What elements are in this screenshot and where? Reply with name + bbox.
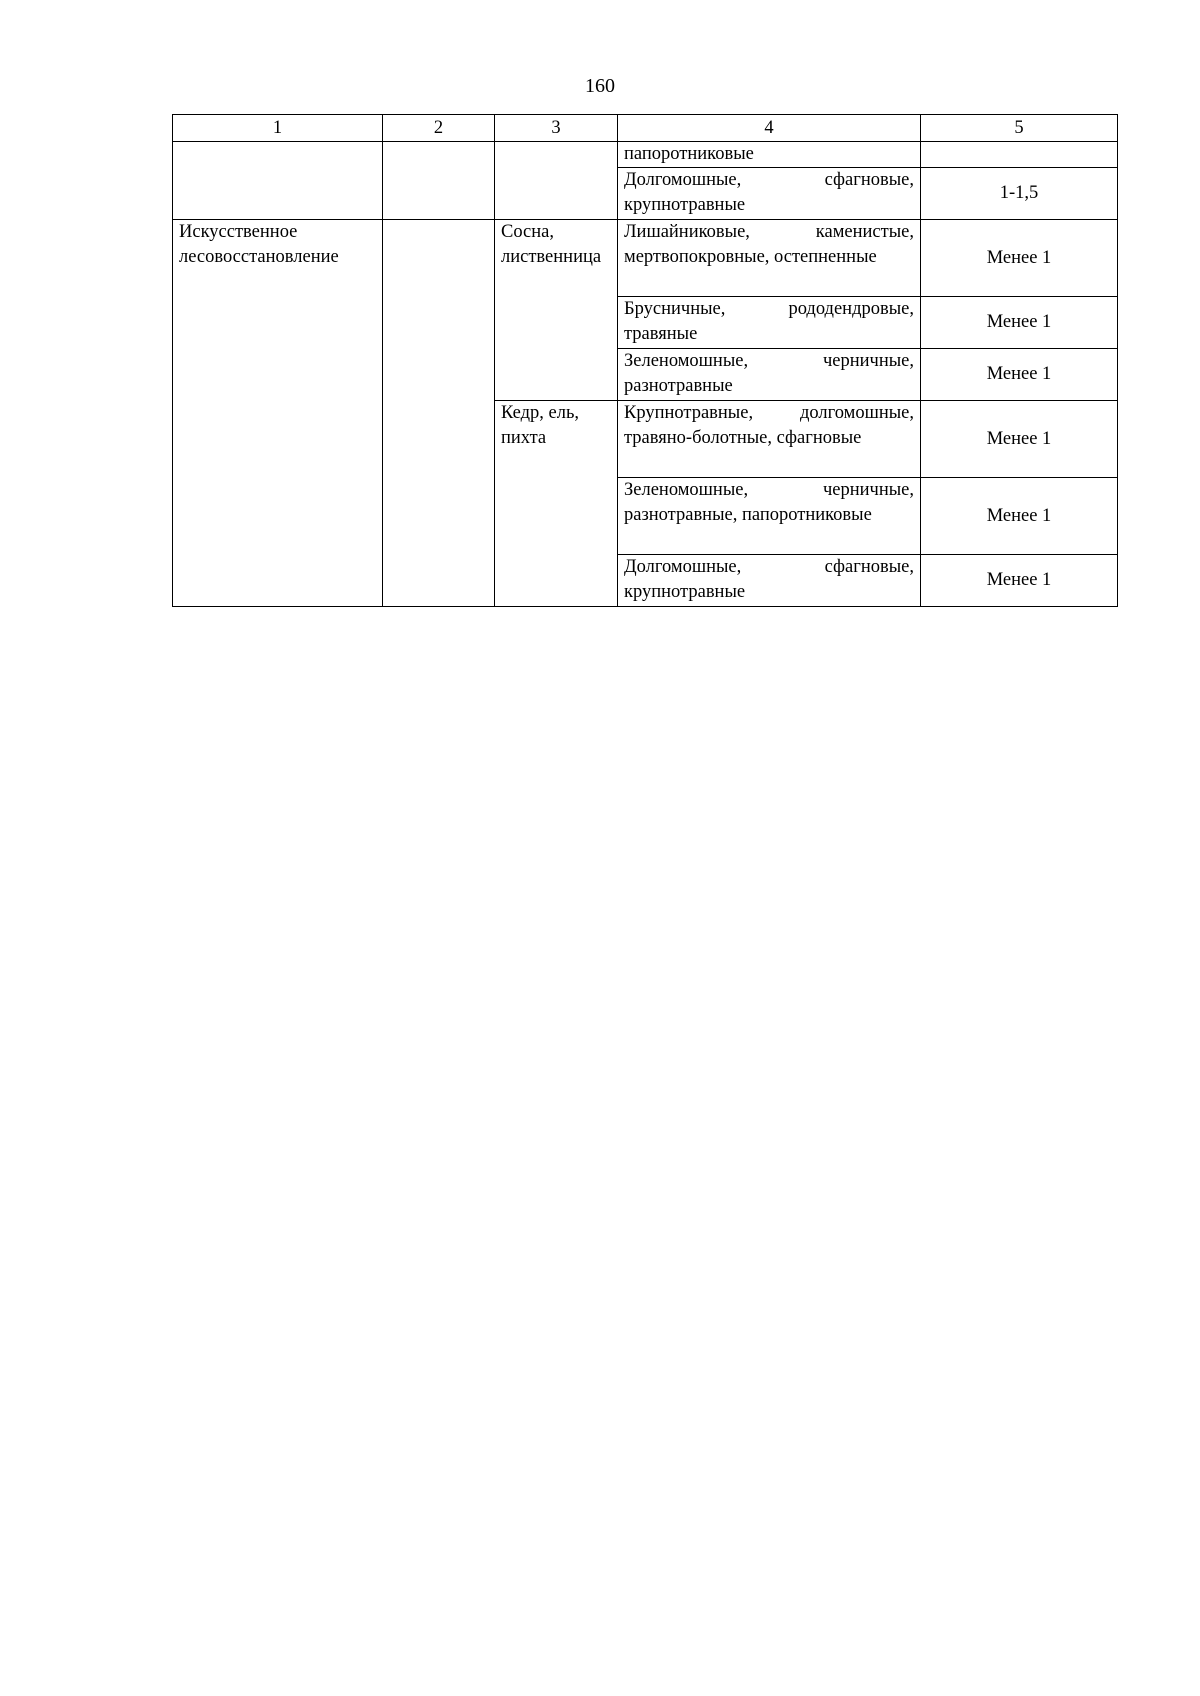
cell-value: Менее 1	[921, 478, 1118, 555]
table-row	[173, 220, 1118, 297]
cell-vegetation-type: Зеленомошные, черничные, разнотравные	[618, 349, 921, 401]
cell-value	[921, 142, 1118, 168]
cell-species: Сосна, лиственница	[495, 220, 618, 401]
cell-empty	[383, 220, 495, 607]
header-cell-2: 2	[383, 115, 495, 142]
cell-value: 1-1,5	[921, 168, 1118, 220]
cell-vegetation-type: Крупнотравные, долгомошные, травяно-болотные, сфагновые	[618, 401, 921, 478]
cell-vegetation-type: Зеленомошные, черничные, разнотравные, папоротниковые	[618, 478, 921, 555]
cell-vegetation-type: Брусничные, рододендровые, травяные	[618, 297, 921, 349]
cell-method: Искусственное лесовосстановление	[173, 220, 383, 607]
cell-empty	[383, 142, 495, 220]
cell-value: Менее 1	[921, 220, 1118, 297]
cell-value: Менее 1	[921, 401, 1118, 478]
cell-value: Менее 1	[921, 555, 1118, 607]
cell-empty	[173, 142, 383, 220]
header-cell-4: 4	[618, 115, 921, 142]
table-row	[173, 142, 1118, 168]
header-cell-1: 1	[173, 115, 383, 142]
header-cell-5: 5	[921, 115, 1118, 142]
cell-value: Менее 1	[921, 297, 1118, 349]
header-cell-3: 3	[495, 115, 618, 142]
cell-species: Кедр, ель, пихта	[495, 401, 618, 607]
cell-vegetation-type: Долгомошные, сфагновые, крупнотравные	[618, 168, 921, 220]
cell-vegetation-type: Долгомошные, сфагновые, крупнотравные	[618, 555, 921, 607]
page-number: 160	[585, 75, 615, 97]
cell-value: Менее 1	[921, 349, 1118, 401]
vegetation-table	[172, 114, 1118, 607]
cell-vegetation-type: папоротниковые	[618, 142, 921, 168]
cell-vegetation-type: Лишайниковые, каменистые, мертвопокровные, остепненные	[618, 220, 921, 297]
cell-empty	[495, 142, 618, 220]
table-header-row	[173, 115, 1118, 142]
